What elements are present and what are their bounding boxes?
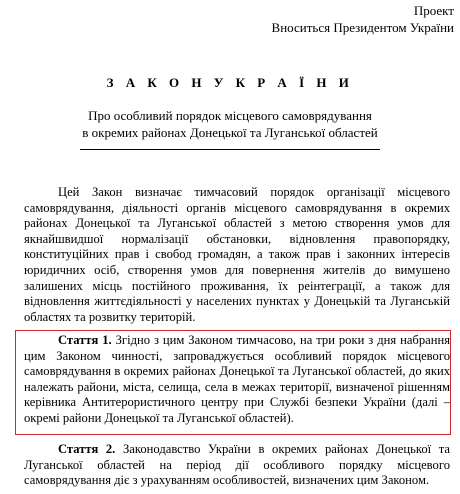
intro-paragraph: Цей Закон визначає тимчасовий порядок організації місцевого самоврядування, діяльності органів місцевого самоврядування в окремих районах Донецької та Луганської областей з метою створення умов для якнайшвидшої нормалізації обстановки, відновлення правопорядку, конституційних прав і свобод громадян, а також прав і законних інтересів юридичних осіб, створення умов для повернення жителів до вимушено залишених місць постійного проживання, їх реінтеграції, а також для відновлення життєдіяльності у населених пунктах у Донецькій та Луганській областях та розвитку територій. [24, 185, 450, 324]
article1-label: Стаття 1. [58, 333, 112, 347]
article2-paragraph [24, 442, 450, 489]
law-subtitle-line2: в окремих районах Донецької та Луганської областей [82, 125, 378, 140]
article1-paragraph [24, 333, 450, 427]
law-title: З А К О Н У К Р А Ї Н И [106, 75, 354, 90]
submitted-by-label: Вноситься Президентом України [271, 20, 454, 35]
article2-text: Законодавство України в окремих районах Донецької та Луганської областей на період дії особливого порядку місцевого самоврядування діє з урахуванням особливостей, визначених цим Законом. [24, 442, 451, 488]
document-header [272, 2, 454, 36]
article1-text: Згідно з цим Законом тимчасово, на три роки з дня набрання цим Законом чинності, запроваджується особливий порядок місцевого самоврядування в окремих районах Донецької та Луганської областей, до яких належать райони, міста, селища, села в межах території, визначеної рішенням керівника Антитерористичного центру при Службі безпеки України (далі – окремі райони Донецької та Луганської областей). [24, 333, 450, 425]
article2-label: Стаття 2. [58, 442, 116, 456]
title-divider [80, 149, 380, 150]
law-subtitle-line1: Про особливий порядок місцевого самоврядування [88, 108, 372, 123]
law-subtitle [0, 107, 460, 141]
draft-label: Проект [413, 3, 454, 18]
